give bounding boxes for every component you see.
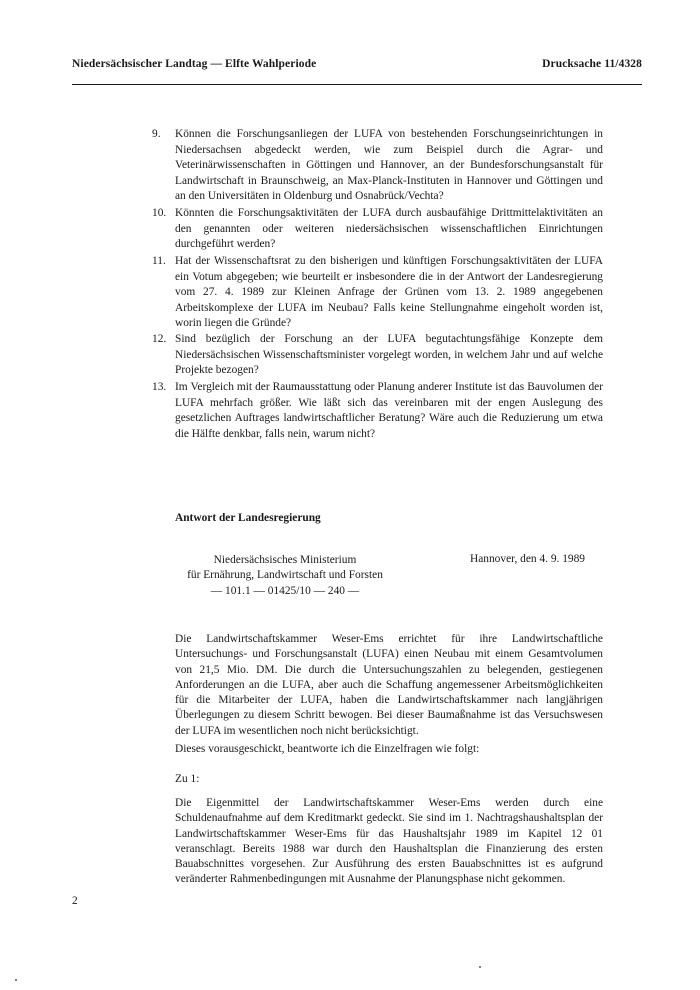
ministry-reference: — 101.1 — 01425/10 — 240 — xyxy=(210,584,360,597)
scan-speck xyxy=(15,979,17,981)
page-number: 2 xyxy=(72,895,78,907)
ministry-department: für Ernährung, Landwirtschaft und Forsten xyxy=(187,569,383,582)
question-number: 11. xyxy=(152,255,166,267)
question-number: 9. xyxy=(152,128,161,140)
question-text: Im Vergleich mit der Raumausstattung oder Planung anderer Institute ist das Bauvolumen der LUFA mehrfach größer. Wie läßt sich das vereinbaren mit der engen Auslegung des gesetzlichen Auftrages landwirtschaftlicher Beratung? Wäre auch die Reduzierung um etwa die Hälfte denkbar, falls nein, warum nicht? xyxy=(175,381,603,440)
scan-speck xyxy=(479,966,481,968)
ministry-block xyxy=(175,553,395,599)
answer-subheading: Zu 1: xyxy=(175,773,200,785)
question-item xyxy=(152,127,603,205)
ministry-name: Niedersächsisches Ministerium xyxy=(213,554,357,566)
question-item xyxy=(152,332,603,379)
question-text: Könnten die Forschungsaktivitäten der LUFA durch ausbaufähige Drittmittelaktivitäten an den genannten oder weiteren niedersächsischen wissenschaftlichen Einrichtungen durchgeführt werden? xyxy=(175,207,603,251)
header-rule xyxy=(72,84,642,85)
question-number: 10. xyxy=(152,207,167,219)
question-item xyxy=(152,206,603,253)
answer-paragraph: Die Eigenmittel der Landwirtschaftskammer Weser-Ems werden durch eine Schuldenaufnahme auf dem Kreditmarkt gedeckt. Sie sind im 1. Nachtragshaushaltsplan der Landwirtschaftskammer Weser-Ems für das Haushaltsjahr 1989 im Kapitel 12 01 veranschlagt. Bereits 1988 war durch den Haushaltsplan die Finanzierung des ersten Bauabschnittes vorgesehen. Zur Ausführung des ersten Bauabschnittes ist es aufgrund veränderter Rahmenbedingungen mit Ausnahme der Planungsphase nicht gekommen. xyxy=(175,797,603,886)
answer-paragraph: Dieses vorausgeschickt, beantworte ich die Einzelfragen wie folgt: xyxy=(175,743,480,755)
question-item xyxy=(152,380,603,442)
answer-paragraph: Die Landwirtschaftskammer Weser-Ems errichtet für ihre Landwirtschaftliche Untersuchungs- und Forschungsanstalt (LUFA) einen Neubau mit einem Gesamtvolumen von 21,5 Mio. DM. Die durch die Untersuchungszahlen zu belegenden, gestiegenen Anforderungen an die LUFA, aber auch die Schaffung angemessener Arbeitsmöglichkeiten für die Mitarbeiter der LUFA, haben die Landwirtschaftskammer nach langjährigen Überlegungen zu diesem Schritt bewogen. Bei dieser Baumaßnahme ist das Versuchswesen der LUFA im wesentlichen noch nicht berücksichtigt. xyxy=(175,633,603,737)
dateline: Hannover, den 4. 9. 1989 xyxy=(470,553,586,565)
answer-section-title: Antwort der Landesregierung xyxy=(175,512,321,524)
running-header-left: Niedersächsischer Landtag — Elfte Wahlperiode xyxy=(72,58,317,70)
question-number: 12. xyxy=(152,333,167,345)
question-item xyxy=(152,254,603,332)
running-header-right: Drucksache 11/4328 xyxy=(542,58,642,70)
question-number: 13. xyxy=(152,381,167,393)
question-text: Sind bezüglich der Forschung an der LUFA begutachtungsfähige Konzepte dem Niedersächsischen Wissenschaftsminister vorgelegt worden, in welchem Jahr und auf welche Projekte bezogen? xyxy=(175,333,603,377)
question-text: Können die Forschungsanliegen der LUFA von bestehenden Forschungseinrichtungen in Niedersachsen abgedeckt werden, wie zum Beispiel durch die Agrar- und Veterinärwissenschaften in Göttingen und Hannover, an der Bundesforschungsanstalt für Landwirtschaft in Braunschweig, an Max-Planck-Instituten in Hannover und Göttingen und an den Universitäten in Oldenburg und Osnabrück/Vechta? xyxy=(175,128,603,203)
question-text: Hat der Wissenschaftsrat zu den bisherigen und künftigen Forschungsaktivitäten der LUFA ein Votum abgegeben; wie beurteilt er insbesondere die in der Antwort der Landesregierung vom 27. 4. 1989 zur Kleinen Anfrage der Grünen vom 13. 2. 1989 angegebenen Arbeitskomplexe der LUFA im Neubau? Falls keine Stellungnahme eingeholt worden ist, worin liegen die Gründe? xyxy=(175,255,603,330)
